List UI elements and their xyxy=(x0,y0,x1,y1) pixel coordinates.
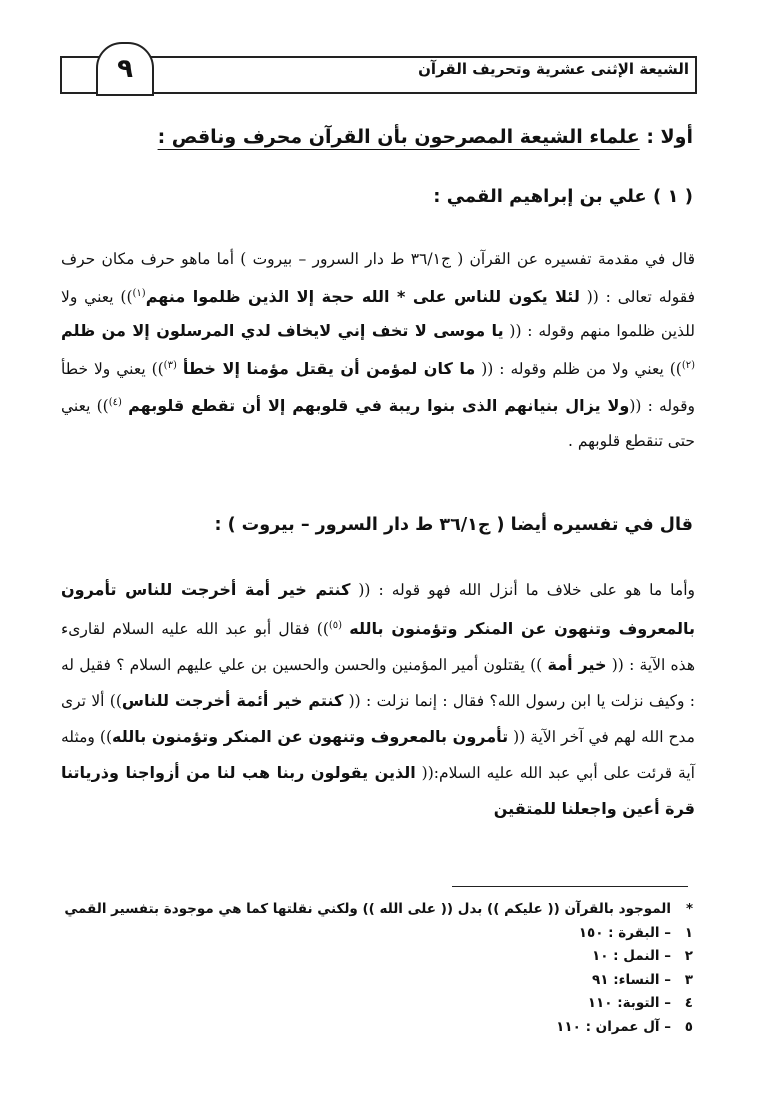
footnote-mark: ١ xyxy=(684,924,693,941)
footnote-mark: ٢ xyxy=(684,948,693,964)
quran-quote-4: ولا يزال بنيانهم الذى بنوا ريبة في قلوبهم إلا أن تقطع قلوبهم xyxy=(128,396,630,416)
footnote-text: – النمل : ١٠ xyxy=(591,948,671,964)
footnote-ref-2: (٢) xyxy=(681,359,696,371)
quran-quote-5: كنتم خير أمة أخرجت للناس تأمرون بالمعروف وتنهون عن المنكر وتؤمنون بالله xyxy=(61,580,695,639)
paragraph-1 xyxy=(61,242,695,458)
subheading-tafsir: قال في تفسيره أيضا ( ج٣٦/١ ط دار السرور – بيروت ) : xyxy=(214,515,693,535)
footnote-item xyxy=(53,969,693,993)
page-number: ٩ xyxy=(96,42,154,96)
para2-text-1: وأما ما هو على خلاف ما أنزل الله فهو قوله : (( xyxy=(350,581,695,599)
footnote-text: – النساء: ٩١ xyxy=(592,971,671,988)
quran-quote-8: تأمرون بالمعروف وتنهون عن المنكر وتؤمنون بالله xyxy=(112,727,509,747)
footnote-mark: ٤ xyxy=(684,995,693,1011)
para2-text-5: )) ومثله آية قرئت على أبي عبد الله عليه السلام:(( xyxy=(61,728,695,783)
para2-text-3: )) يقتلون أمير المؤمنين والحسن والحسين بن علي عليهم السلام ؟ فقيل له : وكيف نزلت يا ابن رسول الله؟ فقال : إنما نزلت : (( xyxy=(61,656,695,711)
footnote-ref-5: (٥) xyxy=(328,620,343,631)
footnote-text: – آل عمران : ١١٠ xyxy=(556,1018,671,1035)
footnote-text: – التوبة: ١١٠ xyxy=(587,995,671,1011)
quran-quote-3: ما كان لمؤمن أن يقتل مؤمنا إلا خطأ xyxy=(182,358,476,378)
para1-text-3: )) يعني ولا من ظلم وقوله : (( xyxy=(475,359,682,378)
footnote-item xyxy=(53,922,693,946)
quran-quote-7: كنتم خير أئمة أخرجت للناس xyxy=(121,691,344,711)
footnote-item xyxy=(53,1016,693,1040)
footnote-mark: ٥ xyxy=(684,1018,693,1035)
quran-quote-9: الذين يقولون ربنا هب لنا من أزواجنا وذرياتنا قرة أعين واجعلنا للمتقين xyxy=(61,763,695,819)
section-heading xyxy=(53,126,693,148)
footnotes xyxy=(53,898,693,1039)
para2-text-2: )) فقال أبو عبد الله عليه السلام لقارىء هذه الآية : (( xyxy=(61,620,695,675)
quran-quote-6: خير أمة xyxy=(547,655,607,675)
section-heading-text: علماء الشيعة المصرحون بأن القرآن محرف وناقص : xyxy=(157,126,640,148)
para1-text-1: قال في مقدمة تفسيره عن القرآن ( ج٣٦/١ ط دار السرور – بيروت ) أما ماهو حرف مكان حرف فقوله تعالى : (( xyxy=(61,250,695,306)
footnote-ref-3: (٣) xyxy=(163,359,177,371)
footnote-item xyxy=(53,992,693,1016)
footnote-mark: ٣ xyxy=(684,971,693,988)
running-header-title: الشيعة الإثنى عشرية وتحريف القرآن xyxy=(418,60,689,78)
footnote-divider xyxy=(452,886,688,887)
subheading-qummi: ( ١ ) علي بن إبراهيم القمي : xyxy=(433,186,693,207)
paragraph-2 xyxy=(61,572,695,827)
quran-quote-2: يا موسى لا تخف إني لايخاف لدي المرسلون إلا من ظلم xyxy=(61,321,504,341)
footnote-ref-4: (٤) xyxy=(108,397,122,409)
footnote-item xyxy=(53,945,693,969)
para1-text-4: )) يعني ولا خطأ وقوله : (( xyxy=(61,359,695,416)
para1-text-2: )) يعني ولا للذين ظلموا منهم وقوله : (( xyxy=(61,287,695,341)
footnote-item xyxy=(53,898,693,922)
footnote-text: – البقرة : ١٥٠ xyxy=(578,924,671,941)
footnote-text: الموجود بالقرآن (( عليكم )) بدل (( على الله )) ولكني نقلتها كما هي موجودة بتفسير القمي xyxy=(64,901,671,917)
section-prefix: أولا : xyxy=(646,126,693,148)
footnote-mark: * xyxy=(685,901,693,917)
para1-text-5: )) يعني حتى تنقطع قلوبهم . xyxy=(61,397,695,450)
para2-text-4: )) ألا ترى مدح الله لهم في آخر الآية (( xyxy=(61,692,695,747)
footnote-ref-1: (١) xyxy=(132,287,146,299)
quran-quote-1: لئلا يكون للناس على * الله حجة إلا الذين ظلموا منهم xyxy=(145,286,580,306)
